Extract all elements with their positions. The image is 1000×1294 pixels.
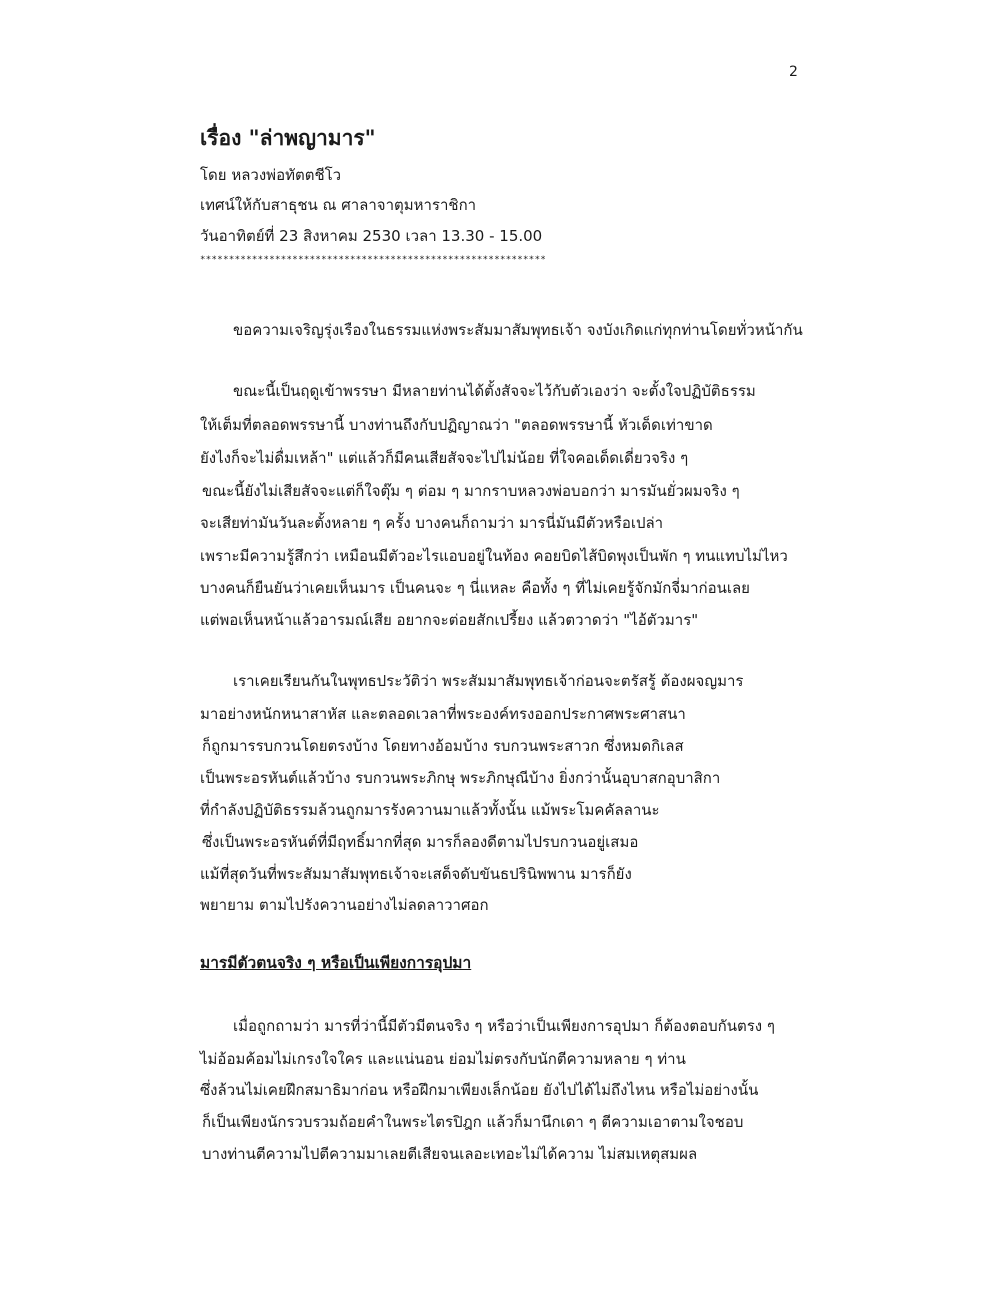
text-line: เป็นพระอรหันต์แล้วบ้าง รบกวนพระภิกษุ พระภิกษุณีบ้าง ยิ่งกว่านั้นอุบาสกอุบาสิกา <box>200 769 721 787</box>
text-line: ขอความเจริญรุ่งเรืองในธรรมแห่งพระสัมมาสัมพุทธเจ้า จงบังเกิดแก่ทุกท่านโดยทั่วหน้ากัน <box>233 321 803 339</box>
text-line: ก็เป็นเพียงนักรวบรวมถ้อยคำในพระไตรปิฎก แล้วก็มานึกเดา ๆ ตีความเอาตามใจชอบ <box>202 1113 744 1131</box>
text-line: ขณะนี้เป็นฤดูเข้าพรรษา มีหลายท่านได้ตั้งสัจจะไว้กับตัวเองว่า จะตั้งใจปฏิบัติธรรม <box>233 382 756 400</box>
text-line: จะเสียท่ามันวันละตั้งหลาย ๆ ครั้ง บางคนก็ถามว่า มารนี่มันมีตัวหรือเปล่า <box>200 514 664 532</box>
section-heading: มารมีตัวตนจริง ๆ หรือเป็นเพียงการอุปมา <box>200 954 472 972</box>
text-line: เมื่อถูกถามว่า มารที่ว่านี้มีตัวมีตนจริง ๆ หรือว่าเป็นเพียงการอุปมา ก็ต้องตอบกันตรง ๆ <box>233 1017 775 1035</box>
text-line: ให้เต็มที่ตลอดพรรษานี้ บางท่านถึงกับปฏิญาณว่า "ตลอดพรรษานี้ หัวเด็ดเท่าขาด <box>200 416 713 434</box>
asterisk-separator: ************************************************************ <box>200 255 547 265</box>
document-title: เรื่อง "ล่าพญามาร" <box>200 126 376 150</box>
text-line: แต่พอเห็นหน้าแล้วอารมณ์เสีย อยากจะต่อยสักเปรี้ยง แล้วตวาดว่า "ไอ้ตัวมาร" <box>200 611 699 629</box>
text-line: แม้ที่สุดวันที่พระสัมมาสัมพุทธเจ้าจะเสด็จดับขันธปรินิพพาน มารก็ยัง <box>200 865 632 883</box>
datetime-line: วันอาทิตย์ที่ 23 สิงหาคม 2530 เวลา 13.30 - 15.00 <box>200 227 543 245</box>
text-line: ซึ่งล้วนไม่เคยฝึกสมาธิมาก่อน หรือฝึกมาเพียงเล็กน้อย ยังไปได้ไม่ถึงไหน หรือไม่อย่างนั้น <box>200 1081 759 1099</box>
text-line: ไม่อ้อมค้อมไม่เกรงใจใคร และแน่นอน ย่อมไม่ตรงกับนักตีความหลาย ๆ ท่าน <box>200 1050 686 1068</box>
text-line: ขณะนี้ยังไม่เสียสัจจะแต่ก็ใจตุ๊ม ๆ ต่อม ๆ มากราบหลวงพ่อบอกว่า มารมันยั่วผมจริง ๆ <box>202 482 740 500</box>
text-line: ซึ่งเป็นพระอรหันต์ที่มีฤทธิ์มากที่สุด มารก็ลองดีตามไปรบกวนอยู่เสมอ <box>202 833 639 851</box>
page-number: 2 <box>789 64 798 80</box>
occasion-line: เทศน์ให้กับสาธุชน ณ ศาลาจาตุมหาราชิกา <box>200 196 477 214</box>
text-line: ที่กำลังปฏิบัติธรรมล้วนถูกมารรังควานมาแล้วทั้งนั้น แม้พระโมคคัลลานะ <box>200 801 660 819</box>
text-line: เพราะมีความรู้สึกว่า เหมือนมีตัวอะไรแอบอยู่ในท้อง คอยบิดไส้บิดพุงเป็นพัก ๆ ทนแทบไม่ไหว <box>200 547 788 565</box>
text-line: ยังไงก็จะไม่ดื่มเหล้า" แต่แล้วก็มีคนเสียสัจจะไปไม่น้อย ที่ใจคอเด็ดเดี่ยวจริง ๆ <box>200 449 689 467</box>
text-line: บางคนก็ยืนยันว่าเคยเห็นมาร เป็นคนจะ ๆ นี่แหละ คือทั้ง ๆ ที่ไม่เคยรู้จักมักจี่มาก่อนเลย <box>200 579 750 597</box>
text-line: บางท่านตีความไปตีความมาเลยตีเสียจนเลอะเทอะไม่ได้ความ ไม่สมเหตุสมผล <box>202 1145 698 1163</box>
text-line: ก็ถูกมารรบกวนโดยตรงบ้าง โดยทางอ้อมบ้าง รบกวนพระสาวก ซึ่งหมดกิเลส <box>202 737 684 755</box>
text-line: พยายาม ตามไปรังควานอย่างไม่ลดลาวาศอก <box>200 896 489 914</box>
text-line: เราเคยเรียนกันในพุทธประวัติว่า พระสัมมาสัมพุทธเจ้าก่อนจะตรัสรู้ ต้องผจญมาร <box>233 672 744 690</box>
author-line: โดย หลวงพ่อทัตตชีโว <box>200 166 342 184</box>
text-line: มาอย่างหนักหนาสาหัส และตลอดเวลาที่พระองค์ทรงออกประกาศพระศาสนา <box>200 705 686 723</box>
